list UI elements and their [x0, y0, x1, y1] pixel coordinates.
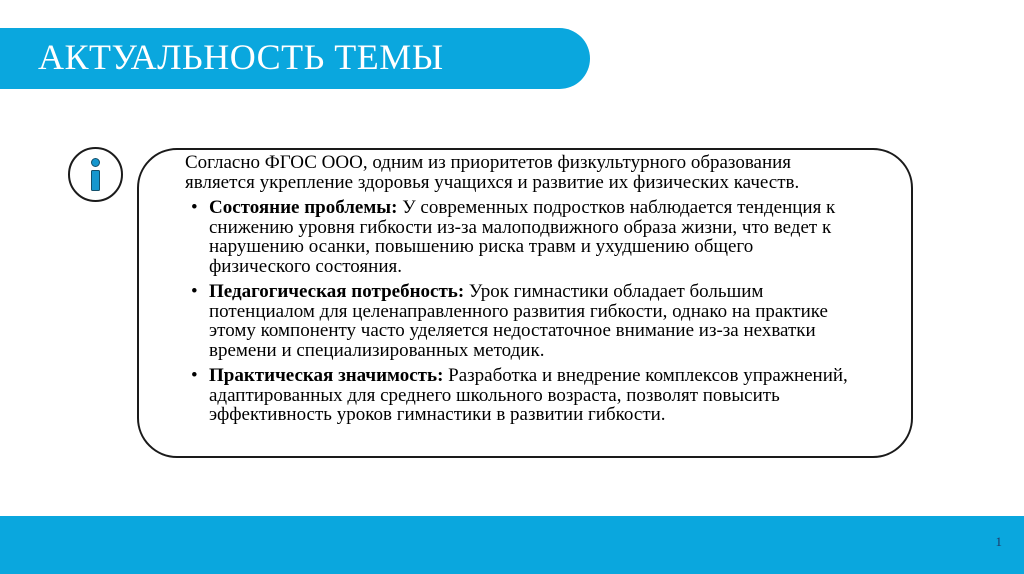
bullet-lead: Педагогическая потребность: [209, 281, 465, 302]
footer-bar [0, 516, 1024, 574]
info-icon [68, 147, 123, 202]
bullet-text: У современных подростков наблюдается тенденция к снижению уровня гибкости из-за малоподвижного образа жизни, что ведет к нарушению осанки, повышению риска травм и ухудшению общего физического состояния. [209, 197, 836, 277]
page-title: АКТУАЛЬНОСТЬ ТЕМЫ [38, 36, 444, 77]
bullet-item-problem-state [185, 198, 857, 276]
content-box [137, 148, 913, 458]
bullet-text: Урок гимнастики обладает большим потенциалом для целенаправленного развития гибкости, однако на практике этому компоненту часто уделяется недостаточное внимание из-за нехватки времени и специализированных методик. [209, 281, 828, 361]
bullet-item-practical-significance [185, 366, 857, 425]
bullet-lead: Практическая значимость: [209, 365, 444, 386]
info-icon-stem [91, 170, 100, 191]
info-icon-dot [91, 158, 100, 167]
bullet-item-pedagogical-need [185, 282, 857, 360]
bullet-text: Разработка и внедрение комплексов упражнений, адаптированных для среднего школьного возраста, позволят повысить эффективность уроков гимнастики в развитии гибкости. [209, 365, 848, 425]
intro-paragraph: Согласно ФГОС ООО, одним из приоритетов физкультурного образования является укрепление здоровья учащихся и развитие их физических качеств. [185, 152, 800, 193]
header-banner [0, 28, 590, 89]
bullet-list [185, 198, 857, 425]
page-number: 1 [995, 534, 1002, 549]
bullet-lead: Состояние проблемы: [209, 197, 398, 218]
